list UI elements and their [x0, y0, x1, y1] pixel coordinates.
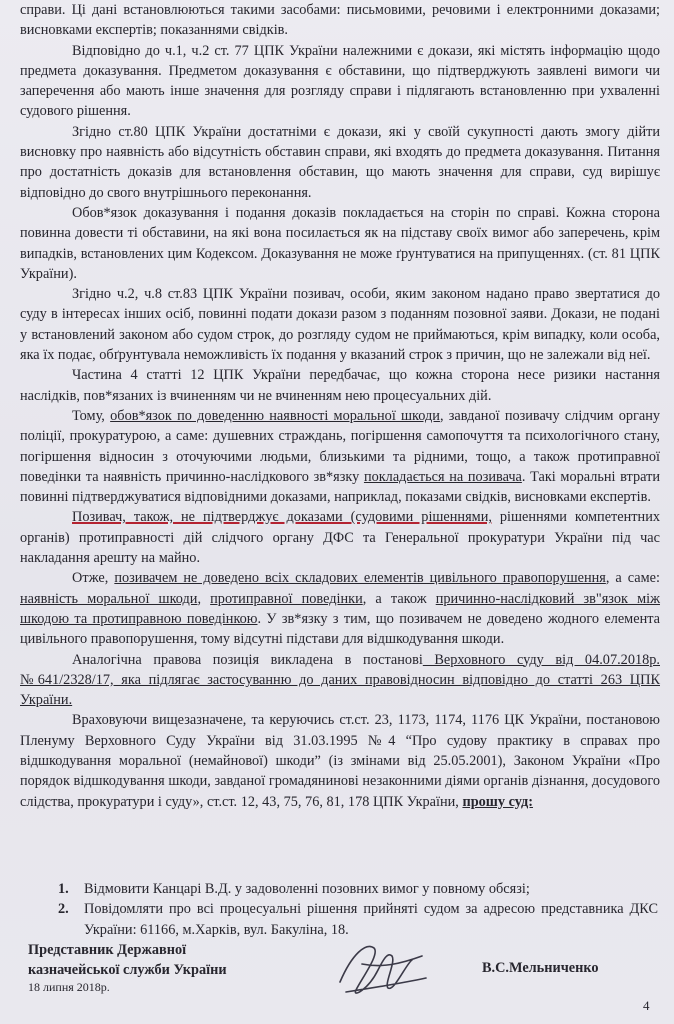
- paragraph-8-text-4: ,: [197, 590, 211, 607]
- paragraph-6-text-4: . Такі моральні втрати повинні підтверджуватися відповідними доказами, наприклад, показами свідків, висновками експертів.: [20, 468, 660, 506]
- request-text: Відмовити Канцарі В.Д. у задоволенні позовних вимог у повному обсязі;: [84, 881, 530, 897]
- paragraph-1-text-0: Відповідно до ч.1, ч.2 ст. 77 ЦПК України належними є докази, які містять інформацію щодо предмета доказування. Предметом доказування є обставини, що підтверджують заявлені вимоги чи заперечення або мають інше значення для розгляду справи і підлягають встановленню при ухваленні судового рішення.: [20, 42, 660, 120]
- paragraph-2-text-0: Згідно ст.80 ЦПК України достатніми є докази, які у своїй сукупності дають змогу дійти висновку про наявність або відсутність обставин справи, які входять до предмета доказування. Питання про достатність доказів для встановлення обставин, що мають значення для справи, суд вирішує відповідно до свого внутрішнього переконання.: [20, 123, 660, 201]
- paragraph-8-text-1: позивачем не доведено всіх складових елементів цивільного правопорушення: [114, 570, 606, 587]
- paragraph-8-text-0: Отже,: [72, 570, 115, 587]
- paragraph-8-text-8: . У зв*язку з тим, що позивачем не доведено жодного елемента цивільного правопорушення, тому відсутні підстави для відшкодування шкоди.: [20, 610, 660, 648]
- document-body: [20, 0, 660, 812]
- handwritten-signature: [322, 934, 432, 1004]
- paragraph-8-text-5: протиправної поведінки: [210, 590, 363, 607]
- paragraph-7: [20, 507, 660, 568]
- paragraph-8: [20, 568, 660, 649]
- paragraph-0: [20, 0, 660, 41]
- paragraph-2: [20, 122, 660, 203]
- paragraph-8-text-3: наявність моральної шкоди: [20, 590, 198, 607]
- request-text: Повідомляти про всі процесуальні рішення прийняті судом за адресою представника ДКС України: 61166, м.Харків, вул. Бакуліна, 18.: [84, 901, 658, 938]
- request-item: [58, 879, 658, 899]
- signature-date: 18 липня 2018р.: [28, 980, 110, 994]
- paragraph-8-text-6: , а також: [362, 590, 436, 607]
- paragraph-5: [20, 365, 660, 406]
- paragraph-10-text-1: прошу суд:: [462, 793, 533, 810]
- paragraph-3-text-0: Обов*язок доказування і подання доказів покладається на сторін по справі. Кожна сторона повинна довести ті обставини, на які вона посилається як на підставу своїх вимог або заперечень, крім випадків, встановлених цим Кодексом. Доказування не може ґрунтуватися на припущеннях. (ст. 81 ЦПК України).: [20, 204, 660, 282]
- signatory-title-line1: Представник Державної: [28, 942, 187, 958]
- signatory-title-line2: казначейської служби України: [28, 962, 227, 978]
- paragraph-7-text-1: рішеннями компетентних органів) протиправності дій слідчого органу ДФС та Генеральної прокуратури України під час накладання арешту на майно.: [20, 509, 660, 567]
- signatory-block: [28, 940, 227, 994]
- request-number: 2.: [58, 901, 69, 918]
- paragraph-8-text-7: причинно-наслідковий зв"язок між шкодою та протиправною поведінкою: [20, 590, 660, 627]
- request-list: [58, 879, 658, 940]
- paragraph-6-text-1: обов*язок по доведенню наявності моральної шкоди: [110, 407, 440, 424]
- paragraph-0-text-0: справи. Ці дані встановлюються такими засобами: письмовими, речовими і електронними доказами; висновками експертів; показаннями свідків.: [20, 2, 660, 39]
- paragraph-10: [20, 710, 660, 811]
- paragraph-9: [20, 650, 660, 711]
- paragraph-7-text-0: Позивач, також, не підтверджує доказами (судовими рішеннями,: [72, 509, 492, 526]
- paragraph-9-text-0: Аналогічна правова позиція викладена в постанові: [72, 651, 423, 668]
- paragraph-5-text-0: Частина 4 статті 12 ЦПК України передбачає, що кожна сторона несе ризики настання наслідків, пов*язаних із вчиненням чи не вчиненням нею процесуальних дій.: [20, 367, 660, 404]
- paragraph-3: [20, 203, 660, 284]
- paragraph-4-text-0: Згідно ч.2, ч.8 ст.83 ЦПК України позивач, особи, яким законом надано право звертатися до суду в інтересах інших осіб, повинні подати докази разом з поданням позовної заяви. Докази, не подані у встановлений законом або судом строк, до розгляду судом не приймаються, крім випадку, коли особа, яка їх подає, обґрунтувала неможливість їх подання у вказаний строк з причин, що не залежали від неї.: [20, 286, 660, 364]
- signatory-name: В.С.Мельниченко: [482, 960, 599, 976]
- paragraph-4: [20, 284, 660, 365]
- paragraph-6-text-0: Тому,: [72, 407, 111, 424]
- paragraph-9-text-1: Верховного суду від 04.07.2018р. №641/2328/17, яка підлягає застосуванню до даних правовідносин відповідно до статті 263 ЦПК України.: [20, 651, 660, 709]
- paragraph-10-text-0: Враховуючи вищезазначене, та керуючись ст.ст. 23, 1173, 1174, 1176 ЦК України, постановою Пленуму Верховного Суду України від 31.03.1995 №4 “Про судову практику в справах про відшкодування моральної (немайнової) шкоди” (із змінами від 25.05.2001), Законом України «Про порядок відшкодування шкоди, завданої громадянинові незаконними діями органів дізнання, досудового слідства, прокуратури і суду», ст.ст. 12, 43, 75, 76, 81, 178 ЦПК України,: [20, 712, 660, 810]
- request-number: 1.: [58, 881, 69, 897]
- paragraph-6: [20, 406, 660, 507]
- paragraph-1: [20, 41, 660, 122]
- paragraph-6-text-2: , завданої позивачу слідчим органу поліції, прокуратурою, а саме: душевних страждань, погіршення самопочуття та психологічного стану, погіршення відносин з оточуючими людьми, близькими та рідними, тощо, а також протиправної поведінки та наявність причинно-наслідкового зв*язку: [20, 407, 661, 485]
- page-number: 4: [643, 998, 650, 1013]
- paragraph-8-text-2: , а саме:: [605, 570, 660, 587]
- paragraph-6-text-3: покладається на позивача: [363, 468, 522, 485]
